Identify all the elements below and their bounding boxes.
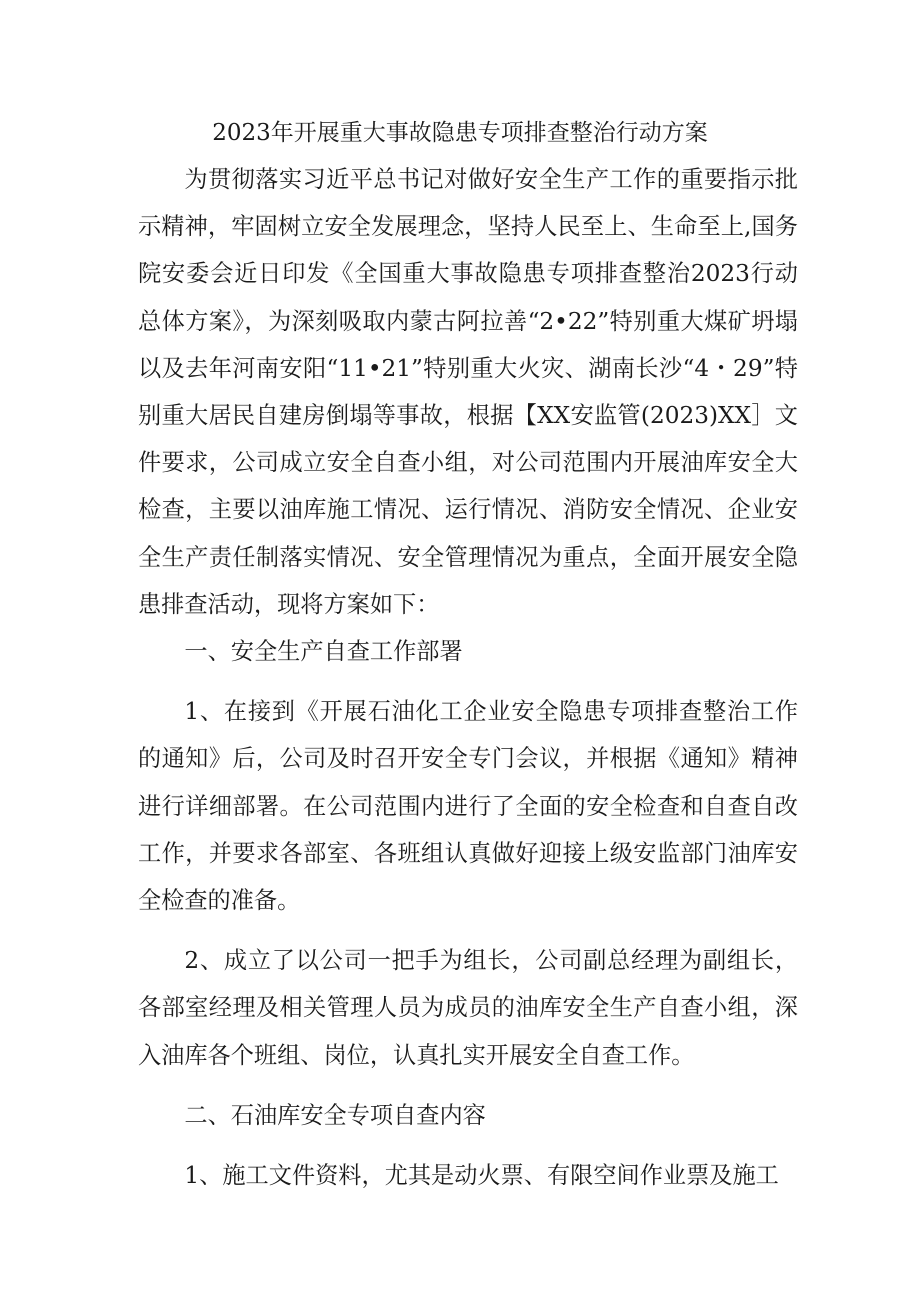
section-heading-deployment: 一、安全生产自查工作部署: [184, 638, 463, 666]
document-body: [138, 156, 798, 1199]
document-title: 2023年开展重大事故隐患专项排查整治行动方案: [212, 120, 708, 146]
paragraph-gap: [138, 1139, 798, 1152]
paragraph-gap: [138, 924, 798, 937]
paragraph-gap: [138, 675, 798, 688]
deployment-item-1: 1、在接到《开展石油化工企业安全隐患专项排查整治工作的通知》后，公司及时召开安全专门会议，并根据《通知》精神进行详细部署。在公司范围内进行了全面的安全检查和自查自改工作，并要求各部室、各班组认真做好迎接上级安监部门油库安全检查的准备。: [138, 698, 798, 915]
paragraph-gap: [138, 1079, 798, 1092]
intro-paragraph: 为贯彻落实习近平总书记对做好安全生产工作的重要指示批示精神，牢固树立安全发展理念，坚持人民至上、生命至上,国务院安委会近日印发《全国重大事故隐患专项排查整治2023行动总体方案》，为深刻吸取内蒙古阿拉善“2•22”特别重大煤矿坍塌以及去年河南安阳“11•21”特别重大火灾、湖南长沙“4・29”特别重大居民自建房倒塌等事故，根据【XX安监管(2023)XX］文件要求，公司成立安全自查小组，对公司范围内开展油库安全大检查，主要以油库施工情况、运行情况、消防安全情况、企业安全生产责任制落实情况、安全管理情况为重点，全面开展安全隐患排查活动，现将方案如下：: [138, 166, 798, 618]
inspection-item-1: 1、施工文件资料，尤其是动火票、有限空间作业票及施工: [184, 1162, 779, 1190]
section-heading-inspection-content: 二、石油库安全专项自查内容: [184, 1101, 486, 1129]
deployment-item-2: 2、成立了以公司一把手为组长，公司副总经理为副组长，各部室经理及相关管理人员为成员的油库安全生产自查小组，深入油库各个班组、岗位，认真扎实开展安全自查工作。: [138, 947, 798, 1069]
